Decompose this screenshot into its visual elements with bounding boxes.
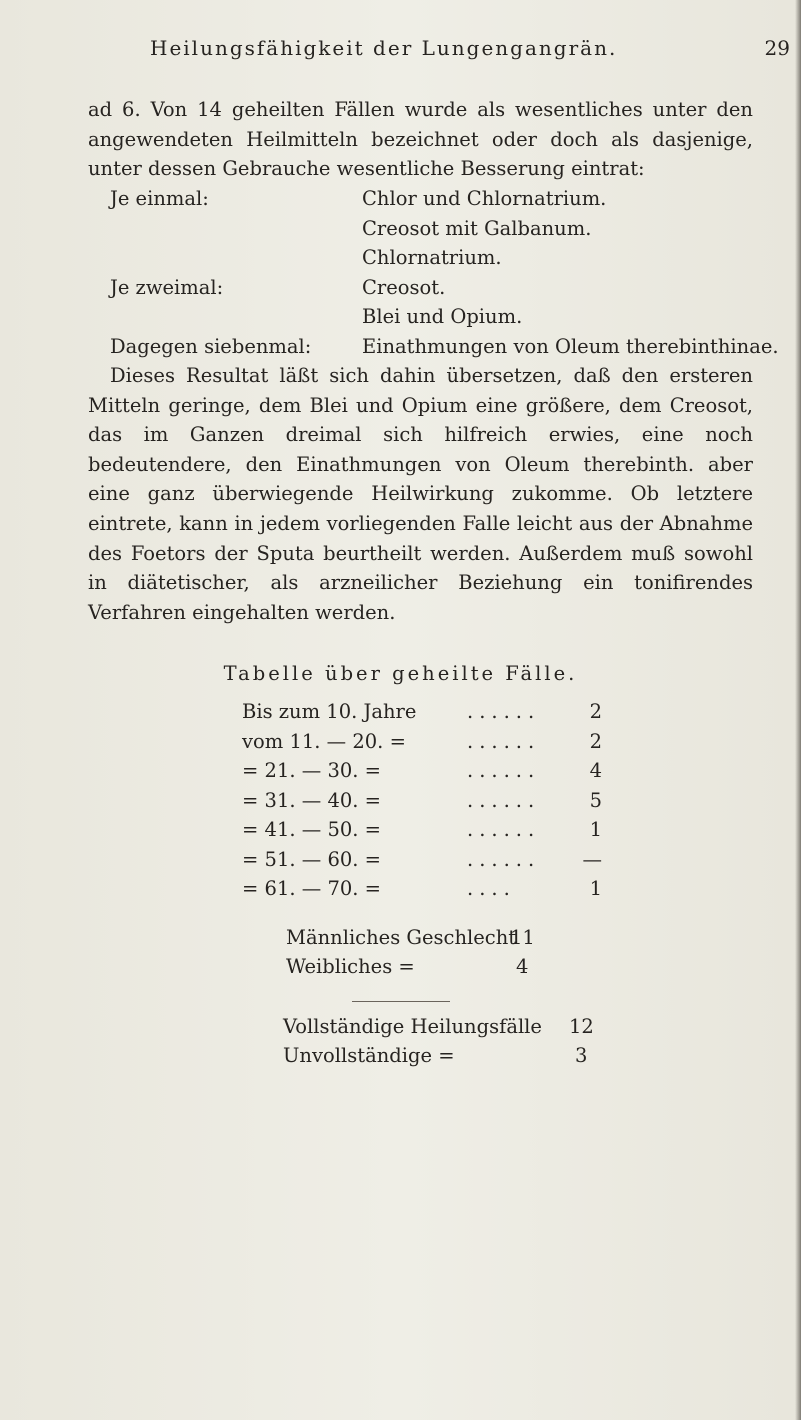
row-value: 1	[589, 818, 602, 841]
row-value: 5	[589, 789, 602, 812]
table-row	[242, 730, 602, 759]
row-dots: ......	[467, 789, 541, 812]
healing-value: 3	[575, 1044, 588, 1067]
remedy-value: Chlor und Chlornatrium.	[362, 187, 607, 210]
intro-paragraph: ad 6. Von 14 geheilten Fällen wurde als wesentliches unter den angewendeten Heilmitteln bezeichnet oder doch als dasjenige, unter dessen Gebrauche wesentliche Besserung eintrat:	[88, 98, 753, 181]
remedy-label-seven: Dagegen siebenmal:	[110, 335, 312, 358]
row-dots: ......	[467, 848, 541, 871]
row-value: 4	[589, 759, 602, 782]
running-title: Heilungsfähigkeit der Lungengangrän.	[150, 36, 618, 60]
healing-label: Unvollständige =	[283, 1044, 455, 1067]
row-label: vom 11. — 20. =	[242, 730, 406, 753]
remedy-value: Creosot.	[362, 276, 446, 299]
page-number: 29	[764, 36, 790, 60]
running-header	[150, 36, 790, 66]
table-row	[242, 848, 602, 877]
healing-incomplete-row	[283, 1044, 588, 1067]
row-dots: ......	[467, 818, 541, 841]
row-label: = 21. — 30. =	[242, 759, 381, 782]
row-dots: ......	[467, 730, 541, 753]
remedy-label-twice: Je zweimal:	[110, 276, 224, 299]
table-row	[242, 700, 602, 729]
sex-female-row	[286, 955, 529, 978]
row-label: = 41. — 50. =	[242, 818, 381, 841]
row-dots: ......	[467, 700, 541, 723]
row-dots: ....	[467, 877, 516, 900]
table-row	[242, 759, 602, 788]
sex-male-row	[286, 926, 535, 949]
remedy-value: Einathmungen von Oleum therebinthinae.	[362, 335, 779, 358]
row-dots: ......	[467, 759, 541, 782]
sex-label: Männliches Geschlecht	[286, 926, 517, 949]
row-label: = 61. — 70. =	[242, 877, 381, 900]
sex-value: 11	[510, 926, 535, 949]
remedy-label-once: Je einmal:	[110, 187, 209, 210]
remedy-value: Creosot mit Galbanum.	[362, 217, 592, 240]
table-row	[242, 877, 602, 906]
sex-value: 4	[516, 955, 529, 978]
conclusion-paragraph: Dieses Resultat läßt sich dahin übersetzen, daß den ersteren Mitteln geringe, dem Blei und Opium eine größere, dem Creosot, das im Ganzen dreimal sich hilfreich erwies, eine noch bedeutendere, den Einathmungen von Oleum therebinth. aber eine ganz überwiegende Heilwirkung zukomme. Ob letztere eintrete, kann in jedem vorliegenden Falle leicht aus der Abnahme des Foetors der Sputa beurtheilt werden. Außerdem muß sowohl in diätetischer, als arzneilicher Beziehung ein tonifirendes Verfahren eingehalten werden.	[88, 364, 753, 624]
separator-rule	[352, 1001, 450, 1002]
healing-label: Vollständige Heilungsfälle	[283, 1015, 542, 1038]
table-row	[242, 789, 602, 818]
row-label: = 51. — 60. =	[242, 848, 381, 871]
row-label: Bis zum 10. Jahre	[242, 700, 417, 723]
row-value: 2	[589, 730, 602, 753]
remedy-value: Blei und Opium.	[362, 305, 523, 328]
healing-value: 12	[569, 1015, 594, 1038]
sex-label: Weibliches =	[286, 955, 415, 978]
row-value: —	[582, 848, 602, 871]
page-edge-shadow	[795, 0, 801, 1420]
table-title: Tabelle über geheilte Fälle.	[223, 662, 578, 685]
healing-complete-row	[283, 1015, 594, 1038]
row-value: 1	[589, 877, 602, 900]
row-label: = 31. — 40. =	[242, 789, 381, 812]
remedy-value: Chlornatrium.	[362, 246, 502, 269]
table-row	[242, 818, 602, 847]
row-value: 2	[589, 700, 602, 723]
